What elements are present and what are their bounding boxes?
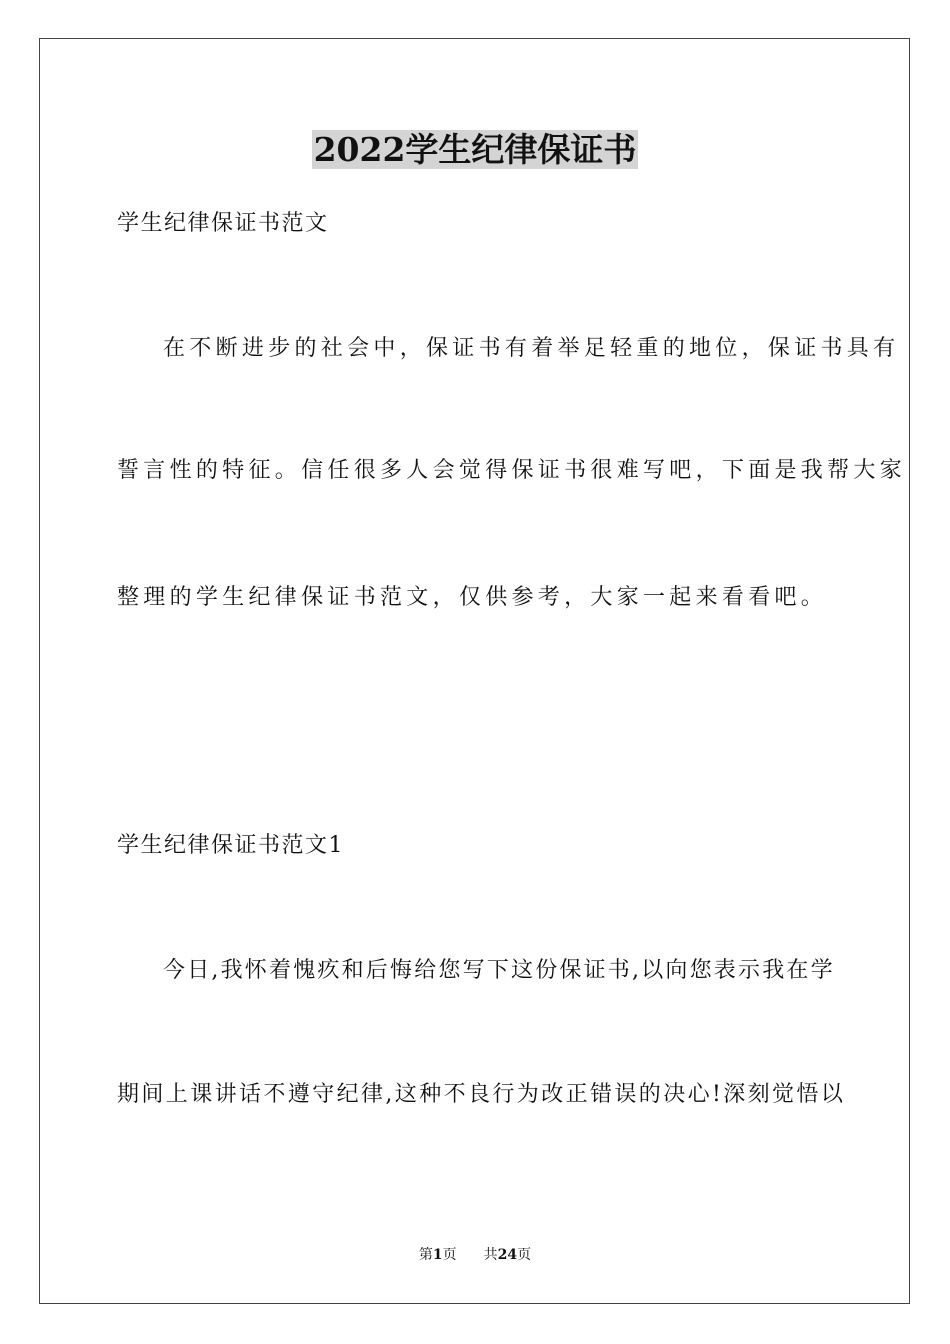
body-line-1: 今日,我怀着愧疚和后悔给您写下这份保证书,以向您表示我在学 — [163, 958, 835, 983]
footer-page-suffix: 页 — [442, 1247, 457, 1263]
page-footer — [0, 1245, 950, 1265]
footer-page-prefix: 第 — [418, 1247, 433, 1263]
document-title — [0, 128, 950, 172]
intro-line-3: 整理的学生纪律保证书范文，仅供参考，大家一起来看看吧。 — [117, 585, 828, 610]
footer-total-pages: 24 — [497, 1247, 518, 1263]
section-heading: 学生纪律保证书范文1 — [117, 833, 344, 858]
intro-line-1: 在不断进步的社会中，保证书有着举足轻重的地位，保证书具有 — [163, 336, 900, 361]
footer-total-suffix: 页 — [517, 1247, 532, 1263]
intro-line-2: 誓言性的特征。信任很多人会觉得保证书很难写吧，下面是我帮大家 — [117, 458, 907, 483]
footer-page-number: 1 — [432, 1247, 443, 1263]
document-title-text: 2022学生纪律保证书 — [313, 130, 637, 169]
body-line-2: 期间上课讲话不遵守纪律,这种不良行为改正错误的决心!深刻觉悟以 — [117, 1082, 846, 1107]
document-subtitle: 学生纪律保证书范文 — [117, 211, 329, 236]
footer-total-prefix: 共 — [483, 1247, 498, 1263]
